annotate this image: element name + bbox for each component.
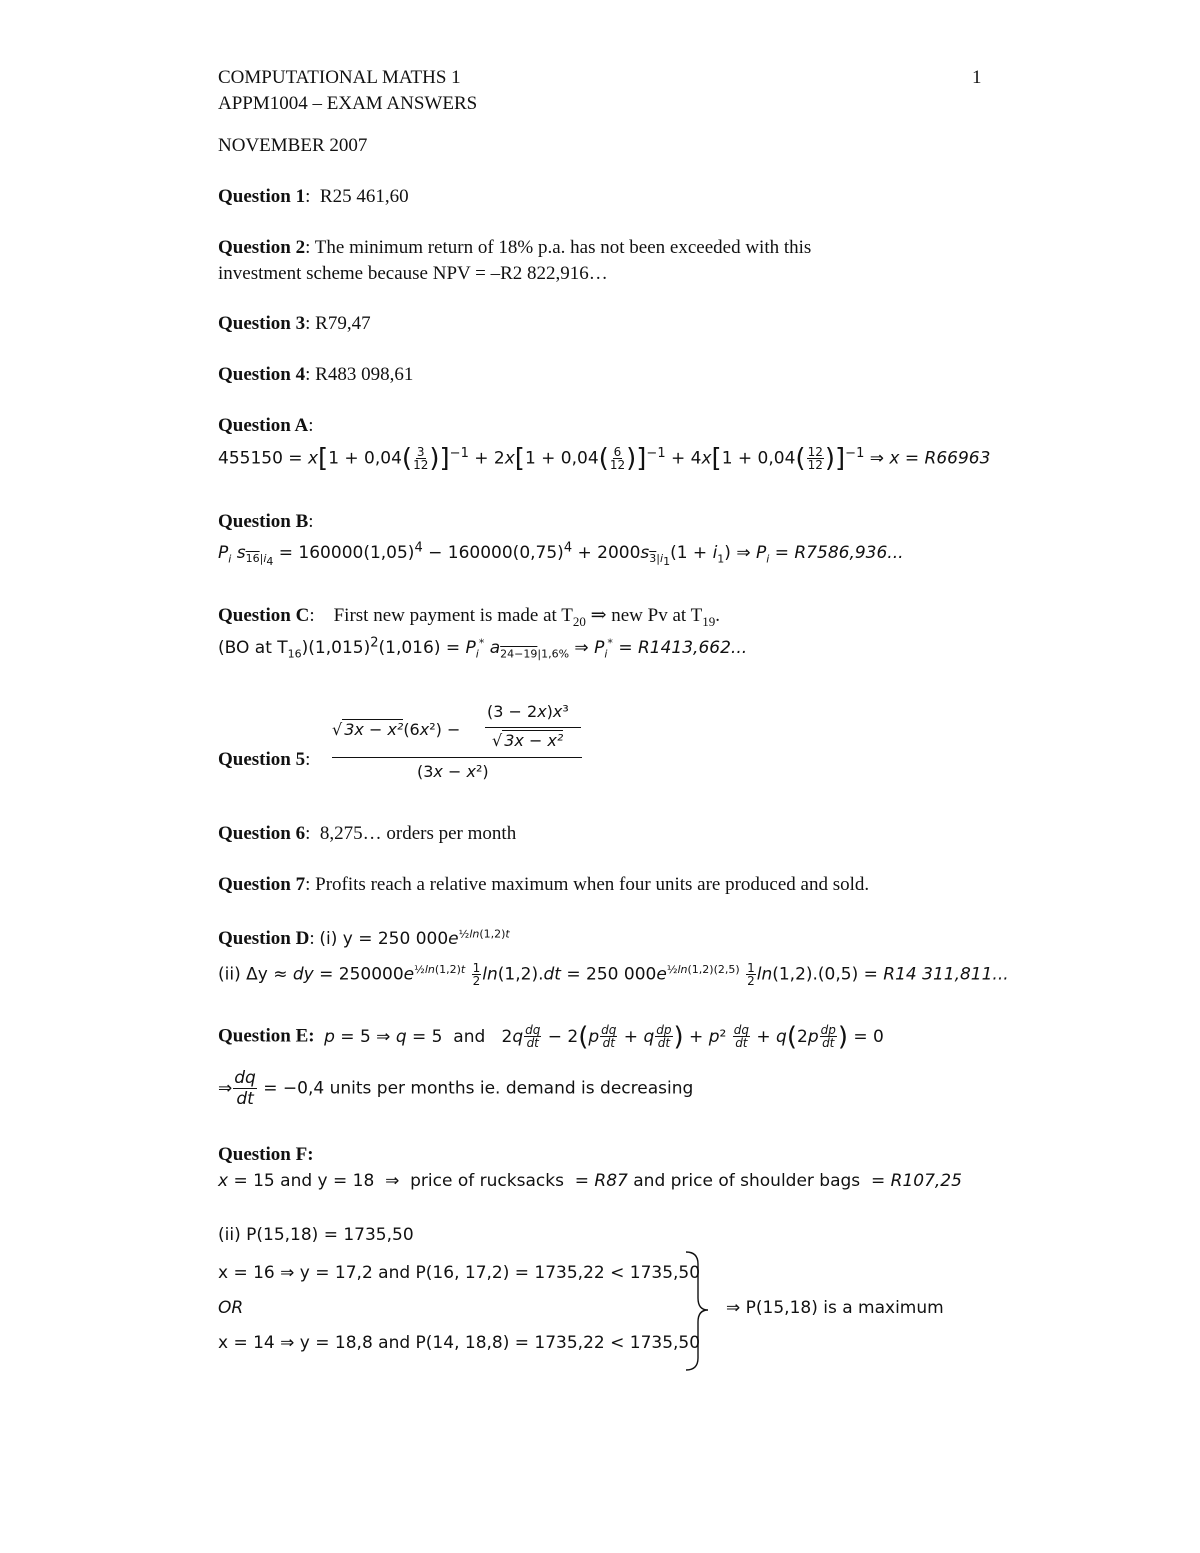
- question-label: Question B: [218, 511, 309, 532]
- question-4: Question 4: R483 098,61: [218, 364, 414, 385]
- question-answer: R25 461,60: [319, 186, 409, 207]
- page-number: 1: [972, 67, 982, 88]
- question-answer: R79,47: [315, 313, 371, 334]
- question-f: [218, 1143, 314, 1167]
- question-answer: R483 098,61: [315, 364, 414, 385]
- question-3: Question 3: R79,47: [218, 313, 371, 334]
- question-b-result: R7586,936...: [794, 543, 904, 563]
- question-6: Question 6: 8,275… orders per month: [218, 823, 517, 844]
- question-c-equation: (BO at $T_{16})(1,015)^2(1,016) = P_i^*$ $a_{24-19|1,6\%}$ ⇒ $P_i^* = R1413,662$...: [218, 635, 748, 661]
- question-answer-line1: The minimum return of 18% p.a. has not been exceeded with this: [314, 237, 812, 258]
- question-a: Question A:: [218, 415, 314, 436]
- course-title: COMPUTATIONAL MATHS 1: [218, 67, 461, 88]
- question-label: Question 6: [218, 823, 306, 844]
- question-f-line1: x = 15 and y = 18 ⇒ price of rucksacks = R87 and price of shoulder bags = R107,25: [218, 1171, 962, 1191]
- question-b-equation: $P_i$ $s_{16|i_4} = 160000(1,05)^4 - 160000(0,75)^4 + 2000s_{3|i_1}(1 + i_1)$ ⇒ $P_i = R7586,936$...: [218, 540, 904, 569]
- question-d-result: R14 311,811...: [883, 964, 1009, 985]
- question-f-or: OR: [218, 1298, 244, 1318]
- question-label: Question 3: [218, 313, 306, 334]
- question-7: Question 7: Profits reach a relative maximum when four units are produced and sold.: [218, 874, 870, 895]
- question-d-part-ii: (ii) Δy ≈ dy = $250000e^{\frac{1}{2}ln(1,2)t}$ $\frac{1}{2}$ ln(1,2).dt = 250 $000e^{\frac{1}{2}ln(1,2)(2,5)}$ $\frac{1}{2}$ ln(1,2).(0,5) = R14 311,811...: [218, 961, 1009, 988]
- question-2: Question 2: The minimum return of 18% p.a. has not been exceeded with this: [218, 237, 812, 258]
- question-label: Question F:: [218, 1144, 314, 1165]
- question-label: Question C: [218, 605, 310, 626]
- question-label: Question 5: [218, 749, 306, 770]
- curly-brace-icon: [682, 1250, 712, 1374]
- question-label: Question 1: [218, 186, 306, 207]
- subtitle: APPM1004 – EXAM ANSWERS: [218, 93, 478, 114]
- question-5-expression: √ 3x − x²(6x²) − (3 − 2x)x³ √ 3x − x² (3x − x²): [332, 700, 582, 796]
- question-b: Question B:: [218, 511, 314, 532]
- question-label: Question D: [218, 928, 310, 949]
- question-1: Question 1: R25 461,60: [218, 186, 409, 207]
- question-e-conclusion: ⇒ $\frac{dq}{dt}$ = −0,4 units per months ie. demand is decreasing: [218, 1068, 694, 1109]
- question-answer: Profits reach a relative maximum when four units are produced and sold.: [315, 874, 870, 895]
- question-label: Question E:: [218, 1025, 315, 1047]
- question-c: Question C: First new payment is made at $T_{20}$ ⇒ new Pv at $T_{19}$.: [218, 605, 720, 629]
- question-f-conclusion: ⇒ P(15,18) is a maximum: [726, 1298, 944, 1318]
- question-5: Question 5:: [218, 749, 311, 770]
- question-c-result: R1413,662...: [637, 638, 748, 658]
- question-a-result: R66963: [924, 448, 991, 469]
- question-f-case-2: x = 14 ⇒ y = 18,8 and P(14, 18,8) = 1735,22 < 1735,50: [218, 1333, 701, 1353]
- question-f-part-ii: (ii) P(15,18) = 1735,50: [218, 1225, 414, 1245]
- question-2-line2: investment scheme because NPV = –R2 822,916…: [218, 263, 608, 284]
- question-a-equation: 455150 = x[1 + 0,04( $\frac{3}{12}$ )]$^{-1}$ + 2x[1 + 0,04( $\frac{6}{12}$ )]$^{-1}$ + 4x[1 + 0,04( $\frac{12}{12}$ )]$^{-1}$ ⇒ x = R66963: [218, 443, 991, 474]
- question-label: Question 2: [218, 237, 306, 258]
- exam-date: NOVEMBER 2007: [218, 135, 368, 156]
- question-e: Question E: p = 5 ⇒ q = 5 and 2q $\frac{dq}{dt}$ − 2(p $\frac{dq}{dt}$ + q $\frac{dp}{dt}$ ) + p² $\frac{dq}{dt}$ + q(2p $\frac{dp}{dt}$ ) = 0: [218, 1021, 884, 1052]
- question-label: Question A: [218, 415, 309, 436]
- question-answer: 8,275… orders per month: [319, 823, 517, 844]
- question-f-case-1: x = 16 ⇒ y = 17,2 and P(16, 17,2) = 1735,22 < 1735,50: [218, 1263, 701, 1283]
- question-label: Question 4: [218, 364, 306, 385]
- question-label: Question 7: [218, 874, 306, 895]
- question-d: Question D: (i) y = 250 $000e^{\frac{1}{2}ln(1,2)t}$: [218, 927, 510, 949]
